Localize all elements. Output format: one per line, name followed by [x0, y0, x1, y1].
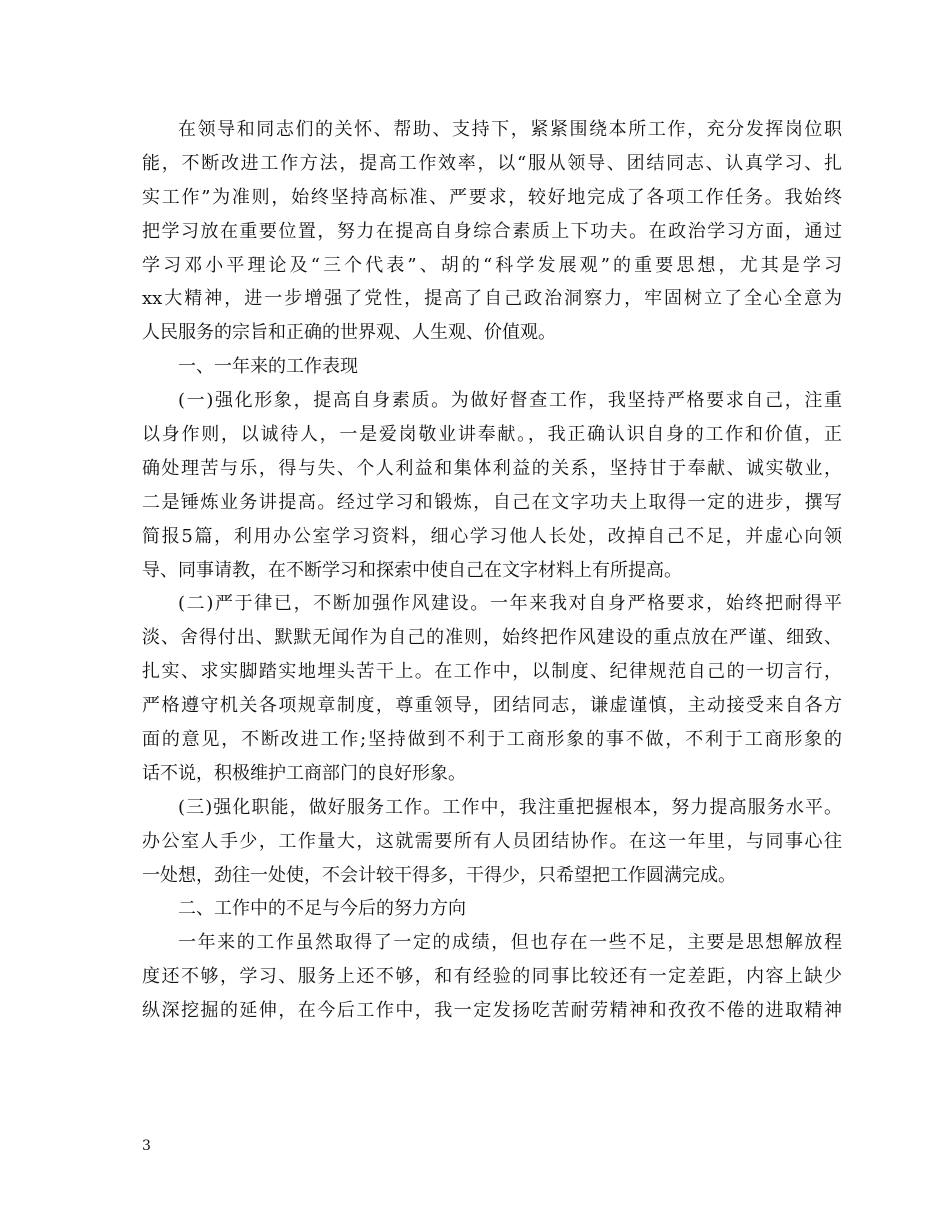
paragraph-line: (二)严于律已，不断加强作风建设。一年来我对自身严格要求，始终把耐得平 [178, 593, 842, 615]
paragraph-line: 度还不够，学习、服务上还不够，和有经验的同事比较还有一定差距，内容上缺少 [142, 966, 842, 988]
paragraph-line: xx大精神，进一步增强了党性，提高了自己政治洞察力，牢固树立了全心全意为 [142, 288, 842, 310]
paragraph-line: 严格遵守机关各项规章制度，尊重领导，团结同志，谦虚谨慎，主动接受来自各方 [142, 695, 842, 717]
paragraph-line: 能，不断改进工作方法，提高工作效率，以“服从领导、团结同志、认真学习、扎 [142, 152, 842, 174]
paragraph-line: 简报5篇，利用办公室学习资料，细心学习他人长处，改掉自己不足，并虚心向领 [142, 525, 842, 547]
paragraph-line: 学习邓小平理论及“三个代表”、胡的“科学发展观”的重要思想，尤其是学习 [142, 254, 842, 276]
body-text [142, 113, 842, 1028]
paragraph-line: 面的意见，不断改进工作;坚持做到不利于工商形象的事不做，不利于工商形象的 [142, 729, 842, 751]
paragraph-line: 淡、舍得付出、默默无闻作为自己的准则，始终把作风建设的重点放在严谨、细致、 [142, 627, 842, 649]
paragraph-line: 实工作”为准则，始终坚持高标准、严要求，较好地完成了各项工作任务。我始终 [142, 186, 842, 208]
paragraph-line: 纵深挖掘的延伸，在今后工作中，我一定发扬吃苦耐劳精神和孜孜不倦的进取精神 [142, 1000, 842, 1022]
paragraph-line: 一、一年来的工作表现 [178, 356, 358, 378]
paragraph-line: 以身作则，以诚待人，一是爱岗敬业讲奉献。，我正确认识自身的工作和价值，正 [142, 424, 842, 446]
paragraph-line: (一)强化形象，提高自身素质。为做好督查工作，我坚持严格要求自己，注重 [178, 390, 842, 412]
paragraph-line: 导、同事请教，在不断学习和探索中使自己在文字材料上有所提高。 [142, 559, 682, 581]
paragraph-line: 确处理苦与乐，得与失、个人利益和集体利益的关系，坚持甘于奉献、诚实敬业， [142, 457, 842, 479]
paragraph-line: 在领导和同志们的关怀、帮助、支持下，紧紧围绕本所工作，充分发挥岗位职 [178, 119, 842, 140]
paragraph-line: (三)强化职能，做好服务工作。工作中，我注重把握根本，努力提高服务水平。 [178, 796, 842, 818]
paragraph-line: 二、工作中的不足与今后的努力方向 [178, 898, 466, 920]
paragraph-line: 一处想，劲往一处使，不会计较干得多，干得少，只希望把工作圆满完成。 [142, 864, 736, 886]
paragraph-line: 办公室人手少，工作量大，这就需要所有人员团结协作。在这一年里，与同事心往 [142, 830, 842, 852]
paragraph-line: 话不说，积极维护工商部门的良好形象。 [142, 762, 466, 784]
paragraph-line: 人民服务的宗旨和正确的世界观、人生观、价值观。 [142, 322, 556, 344]
paragraph-line: 把学习放在重要位置，努力在提高自身综合素质上下功夫。在政治学习方面，通过 [142, 220, 842, 242]
page-number: 3 [142, 1138, 151, 1154]
paragraph-line: 二是锤炼业务讲提高。经过学习和锻炼，自己在文字功夫上取得一定的进步，撰写 [142, 491, 842, 513]
paragraph-line: 扎实、求实脚踏实地埋头苦干上。在工作中，以制度、纪律规范自己的一切言行， [142, 661, 842, 683]
paragraph-line: 一年来的工作虽然取得了一定的成绩，但也存在一些不足，主要是思想解放程 [178, 932, 842, 954]
